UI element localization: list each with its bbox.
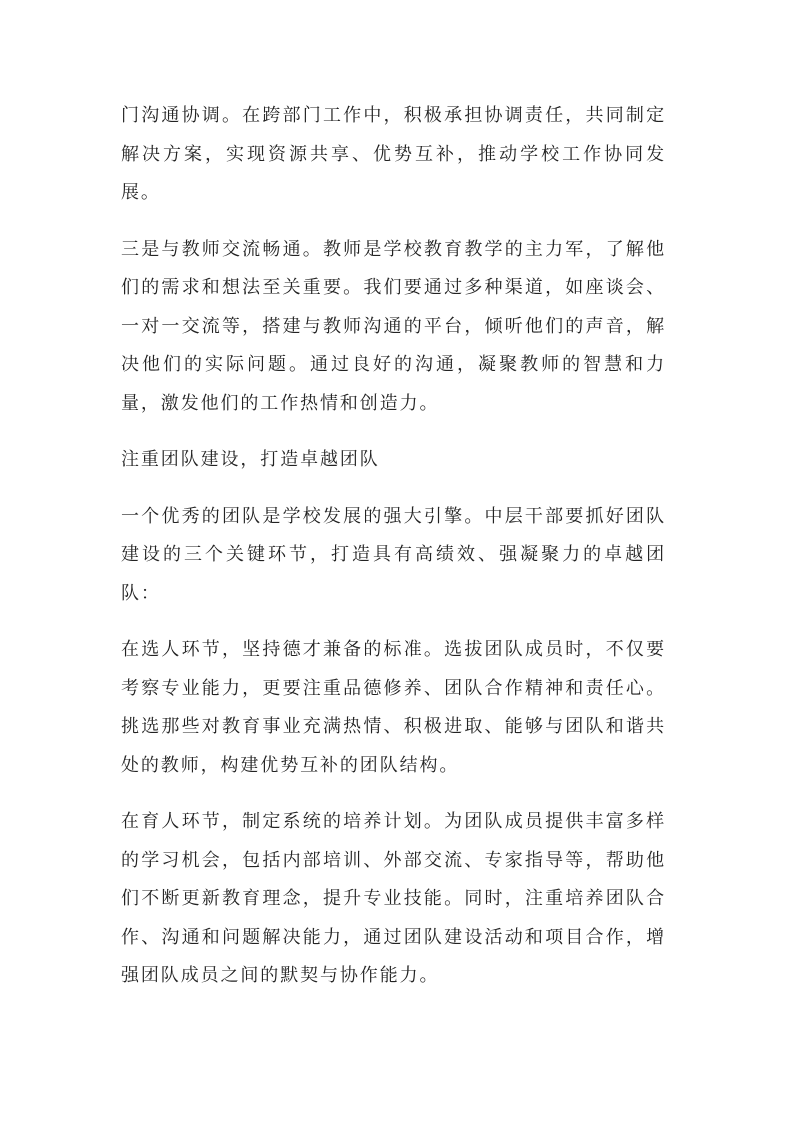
paragraph-teacher-communication: 三是与教师交流畅通。教师是学校教育教学的主力军，了解他们的需求和想法至关重要。我们要通过多种渠道，如座谈会、一对一交流等，搭建与教师沟通的平台，倾听他们的声音，解决他们的实际问题。通过良好的沟通，凝聚教师的智慧和力量，激发他们的工作热情和创造力。: [121, 238, 666, 414]
paragraph-selection-stage: 在选人环节，坚持德才兼备的标准。选拔团队成员时，不仅要考察专业能力，更要注重品德修养、团队合作精神和责任心。挑选那些对教育事业充满热情、积极进取、能够与团队和谐共处的教师，构建优势互补的团队结构。: [121, 639, 666, 776]
paragraph-cross-department-coordination: 门沟通协调。在跨部门工作中，积极承担协调责任，共同制定解决方案，实现资源共享、优势互补，推动学校工作协同发展。: [121, 105, 666, 203]
paragraph-team-engine: 一个优秀的团队是学校发展的强大引擎。中层干部要抓好团队建设的三个关键环节，打造具有高绩效、强凝聚力的卓越团队：: [121, 505, 666, 604]
section-heading-team-building: 注重团队建设，打造卓越团队: [121, 449, 380, 470]
paragraph-training-stage: 在育人环节，制定系统的培养计划。为团队成员提供丰富多样的学习机会，包括内部培训、外部交流、专家指导等，帮助他们不断更新教育理念，提升专业技能。同时，注重培养团队合作、沟通和问题解决能力，通过团队建设活动和项目合作，增强团队成员之间的默契与协作能力。: [121, 811, 666, 986]
document-body: [121, 97, 666, 1014]
